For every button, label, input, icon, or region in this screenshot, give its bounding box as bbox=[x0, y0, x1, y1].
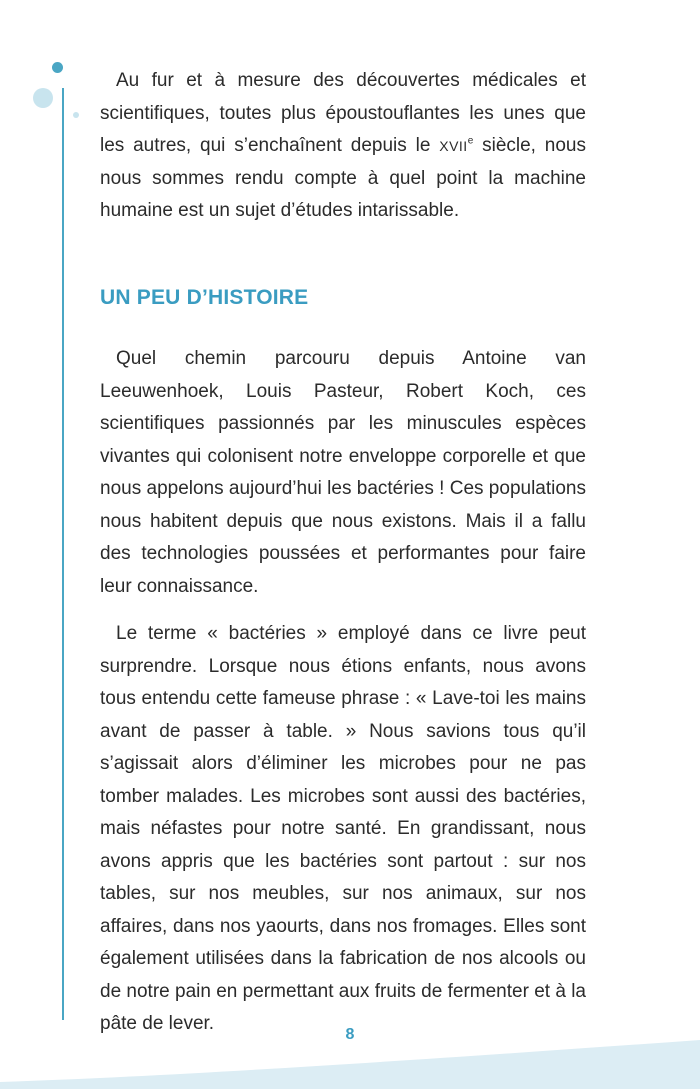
section-heading: UN PEU D’HISTOIRE bbox=[100, 286, 309, 309]
decorative-dot-large bbox=[33, 88, 53, 108]
century-numeral: XVII bbox=[439, 138, 468, 154]
decorative-dot-small bbox=[52, 62, 63, 73]
page-number: 8 bbox=[345, 1026, 355, 1043]
decorative-dot-tiny bbox=[73, 112, 79, 118]
section-paragraph-1: Quel chemin parcouru depuis Antoine van Leeuwenhoek, Louis Pasteur, Robert Koch, ces scientifiques passionnés par les minuscules espèces vivantes qui colonisent notre enveloppe corporelle et que nous appelons aujourd’hui les bactéries ! Ces populations nous habitent depuis que nous existons. Mais il a fallu des technologies poussées et performantes pour faire leur connaissance. bbox=[100, 348, 586, 597]
section-paragraph-2: Le terme « bactéries » employé dans ce livre peut surprendre. Lorsque nous étions enfants, nous avons tous entendu cette fameuse phrase : « Lave-toi les mains avant de passer à table. » Nous savions tous qu’il s’agissait alors d’éliminer les microbes pour ne pas tomber malades. Les microbes sont aussi des bactéries, mais néfastes pour notre santé. En grandissant, nous avons appris que les bactéries sont partout : sur nos tables, sur nos meubles, sur nos animaux, sur nos affaires, dans nos yaourts, dans nos fromages. Elles sont également utilisées dans la fabrication de nos alcools ou de notre pain en permettant aux fruits de fermenter et à la pâte de lever. bbox=[100, 623, 586, 1034]
intro-block bbox=[100, 65, 586, 228]
section-body bbox=[100, 343, 586, 1041]
intro-paragraph bbox=[100, 65, 586, 228]
margin-rule bbox=[62, 88, 64, 1020]
intro-text-start: Au fur et à mesure des découvertes médicales et scientifiques, toutes plus époustouflantes les unes que les autres, qui s’enchaînent depuis le bbox=[100, 70, 586, 156]
intro-text-end: siècle, nous nous sommes rendu compte à quel point la machine humaine est un sujet d’études intarissable. bbox=[100, 135, 586, 221]
century-superscript: e bbox=[467, 135, 474, 147]
